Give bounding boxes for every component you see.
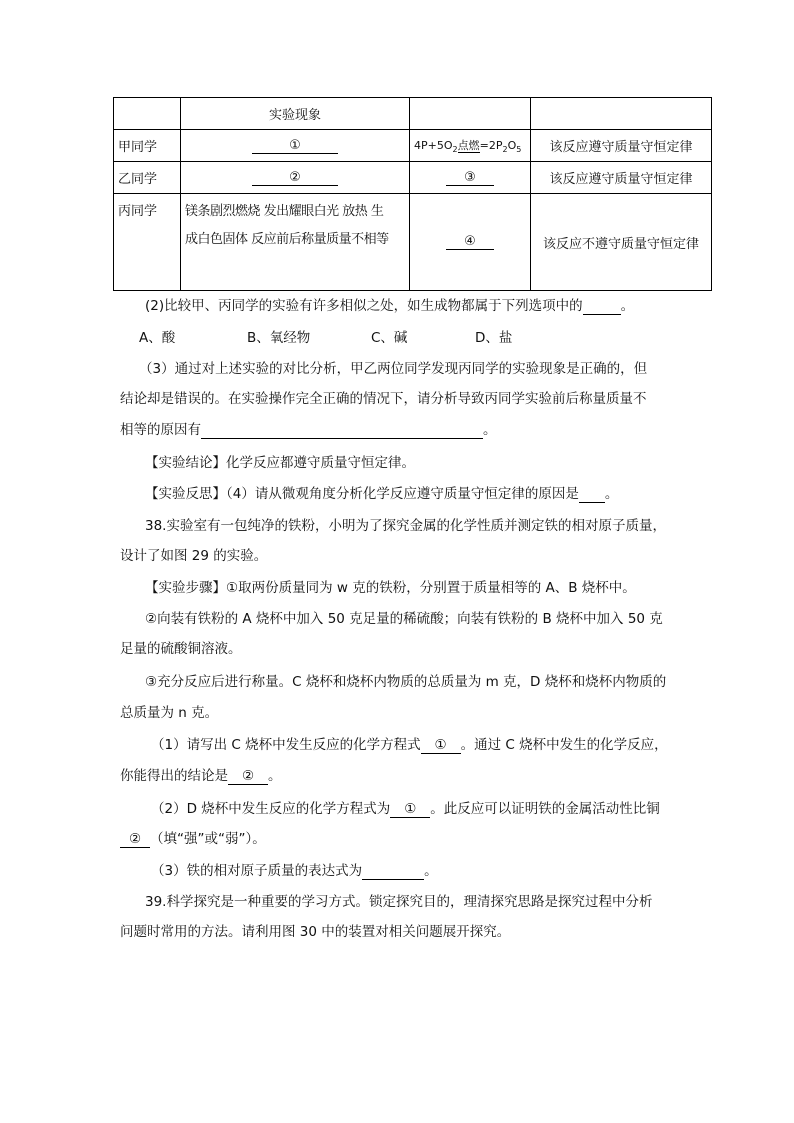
answer-blank: ① [421,737,461,754]
step-2-line: ②向装有铁粉的 A 烧杯中加入 50 克足量的稀硫酸；向装有铁粉的 B 烧杯中加入 50 克 [145,611,663,627]
answer-blank [362,863,424,880]
option-a: A、酸 [139,330,176,346]
answer-blank: ③ [446,170,494,186]
experiment-conclusion: 【实验结论】化学反应都遵守质量守恒定律。 [145,455,415,471]
experiment-table [113,97,712,291]
table-row [114,162,712,194]
answer-blank: ① [252,138,338,154]
step-2-line: 足量的硫酸铜溶液。 [120,641,242,657]
option-b: B、氧经物 [247,330,311,346]
table-header-observation: 实验现象 [181,98,410,130]
answer-blank: ① [390,801,430,818]
answer-blank: ② [228,768,268,785]
step-3-line: 总质量为 n 克。 [120,705,219,721]
student-name: 乙同学 [114,162,181,194]
sub-question-1-line2: 你能得出的结论是 ② 。 [120,768,282,784]
table-header-empty [114,98,181,130]
answer-blank [583,298,621,315]
answer-blank: ② [252,170,338,186]
step-3-line: ③充分反应后进行称量。C 烧杯和烧杯内物质的总质量为 m 克，D 烧杯和烧杯内物质的 [145,674,667,690]
question-2: (2)比较甲、丙同学的实验有许多相似之处，如生成物都属于下列选项中的 。 [145,298,635,314]
experiment-reflection: 【实验反思】（4）请从微观角度分析化学反应遵守质量守恒定律的原因是 。 [145,486,619,502]
table-row [114,194,712,291]
option-c: C、碱 [371,330,408,346]
answer-blank: ② [120,831,150,848]
sub-question-2-line2: ② （填“强”或“弱”）。 [120,827,266,848]
table-header-conclusion [531,98,712,130]
observation-cell [181,162,410,194]
conclusion-cell: 该反应遵守质量守恒定律 [531,162,712,194]
student-name: 丙同学 [114,194,181,291]
sub-question-1: （1）请写出 C 烧杯中发生反应的化学方程式 ① 。通过 C 烧杯中发生的化学反应， [151,737,668,753]
observation-cell [181,130,410,162]
observation-cell: 镁条剧烈燃烧 发出耀眼白光 放热 生 成白色固体 反应前后称量质量不相等 [181,194,410,291]
question-38-line: 设计了如图 29 的实验。 [120,548,268,564]
answer-blank [201,422,483,439]
answer-blank: ④ [446,234,494,250]
conclusion-cell: 该反应遵守质量守恒定律 [531,130,712,162]
question-3-line: 相等的原因有 。 [120,422,497,438]
sub-question-2: （2）D 烧杯中发生反应的化学方程式为 ① 。此反应可以证明铁的金属活动性比铜 [151,801,660,817]
question-39-line: 问题时常用的方法。请利用图 30 中的装置对相关问题展开探究。 [120,924,511,940]
equation-cell [410,162,531,194]
equation-cell [410,194,531,291]
student-name: 甲同学 [114,130,181,162]
equation-cell: $4P+5O_2$点燃$=2P_2O_5$ [410,130,531,162]
experiment-steps: 【实验步骤】①取两份质量同为 w 克的铁粉，分别置于质量相等的 A、B 烧杯中。 [145,580,636,596]
question-38-line: 38.实验室有一包纯净的铁粉，小明为了探究金属的化学性质并测定铁的相对原子质量， [145,518,666,534]
question-3-line: （3）通过对上述实验的对比分析，甲乙两位同学发现丙同学的实验现象是正确的，但 [139,361,648,377]
table-header-equation [410,98,531,130]
conclusion-cell: 该反应不遵守质量守恒定律 [531,194,712,291]
sub-question-3: （3）铁的相对原子质量的表达式为 。 [151,863,438,879]
option-d: D、盐 [475,330,513,346]
table-header-row [114,98,712,130]
question-39-line: 39.科学探究是一种重要的学习方式。锁定探究目的，理清探究思路是探究过程中分析 [145,894,653,910]
table-row [114,130,712,162]
question-3-line: 结论却是错误的。在实验操作完全正确的情况下，请分析导致丙同学实验前后称量质量不 [120,391,647,407]
answer-blank [579,486,605,503]
